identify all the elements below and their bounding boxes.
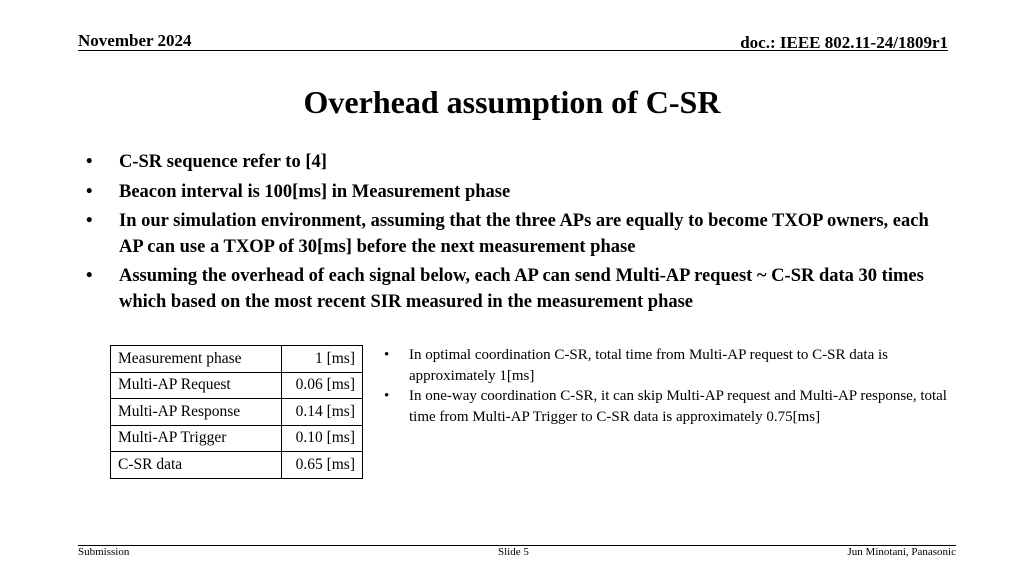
table-cell-label: C-SR data bbox=[111, 452, 282, 479]
bullet-item bbox=[86, 209, 946, 260]
bullet-icon: • bbox=[384, 347, 390, 363]
table-cell-value: 0.10 [ms] bbox=[282, 425, 363, 452]
bullet-icon: • bbox=[384, 388, 390, 404]
table-row bbox=[111, 346, 363, 373]
bullet-icon: • bbox=[86, 152, 93, 172]
slide-title: Overhead assumption of C-SR bbox=[303, 84, 721, 120]
header-date: November 2024 bbox=[78, 31, 192, 50]
table-cell-label: Measurement phase bbox=[111, 346, 282, 373]
note-item bbox=[384, 386, 959, 427]
footer-submission: Submission bbox=[78, 546, 130, 558]
table-cell-label: Multi-AP Request bbox=[111, 372, 282, 399]
header-doc-id: doc.: IEEE 802.11-24/1809r1 bbox=[740, 33, 948, 52]
footer-author: Jun Minotani, Panasonic bbox=[847, 546, 956, 558]
bullet-text: Beacon interval is 100[ms] in Measurement phase bbox=[119, 181, 511, 202]
bullet-text: In our simulation environment, assuming that the three APs are equally to become TXOP owners, each AP can use a TXOP of 30[ms] before the next measurement phase bbox=[119, 211, 929, 257]
header-divider bbox=[78, 50, 948, 51]
table-cell-value: 0.06 [ms] bbox=[282, 372, 363, 399]
note-item bbox=[384, 345, 959, 386]
table-row bbox=[111, 372, 363, 399]
bullet-item bbox=[86, 264, 946, 315]
bullet-icon: • bbox=[86, 211, 93, 231]
note-text: In one-way coordination C-SR, it can skip Multi-AP request and Multi-AP response, total time from Multi-AP Trigger to C-SR data is approximately 0.75[ms] bbox=[409, 388, 947, 425]
table-row bbox=[111, 399, 363, 426]
table-row bbox=[111, 425, 363, 452]
table-cell-value: 1 [ms] bbox=[282, 346, 363, 373]
bullet-item bbox=[86, 180, 946, 206]
bullet-icon: • bbox=[86, 181, 93, 202]
table-row bbox=[111, 452, 363, 479]
table-cell-label: Multi-AP Trigger bbox=[111, 425, 282, 452]
bullet-text: C-SR sequence refer to [4] bbox=[119, 152, 327, 172]
bullet-icon: • bbox=[86, 266, 93, 286]
note-text: In optimal coordination C-SR, total time from Multi-AP request to C-SR data is approximately 1[ms] bbox=[409, 347, 888, 384]
overhead-table bbox=[110, 345, 363, 479]
footer-slide-number: Slide 5 bbox=[498, 546, 529, 558]
table-cell-label: Multi-AP Response bbox=[111, 399, 282, 426]
notes-list bbox=[384, 345, 959, 427]
bullet-item bbox=[86, 150, 946, 176]
table-cell-value: 0.65 [ms] bbox=[282, 452, 363, 479]
bullet-text: Assuming the overhead of each signal below, each AP can send Multi-AP request ~ C-SR data 30 times which based on the most recent SIR measured in the measurement phase bbox=[119, 266, 924, 312]
bullet-list bbox=[86, 150, 946, 319]
table-cell-value: 0.14 [ms] bbox=[282, 399, 363, 426]
